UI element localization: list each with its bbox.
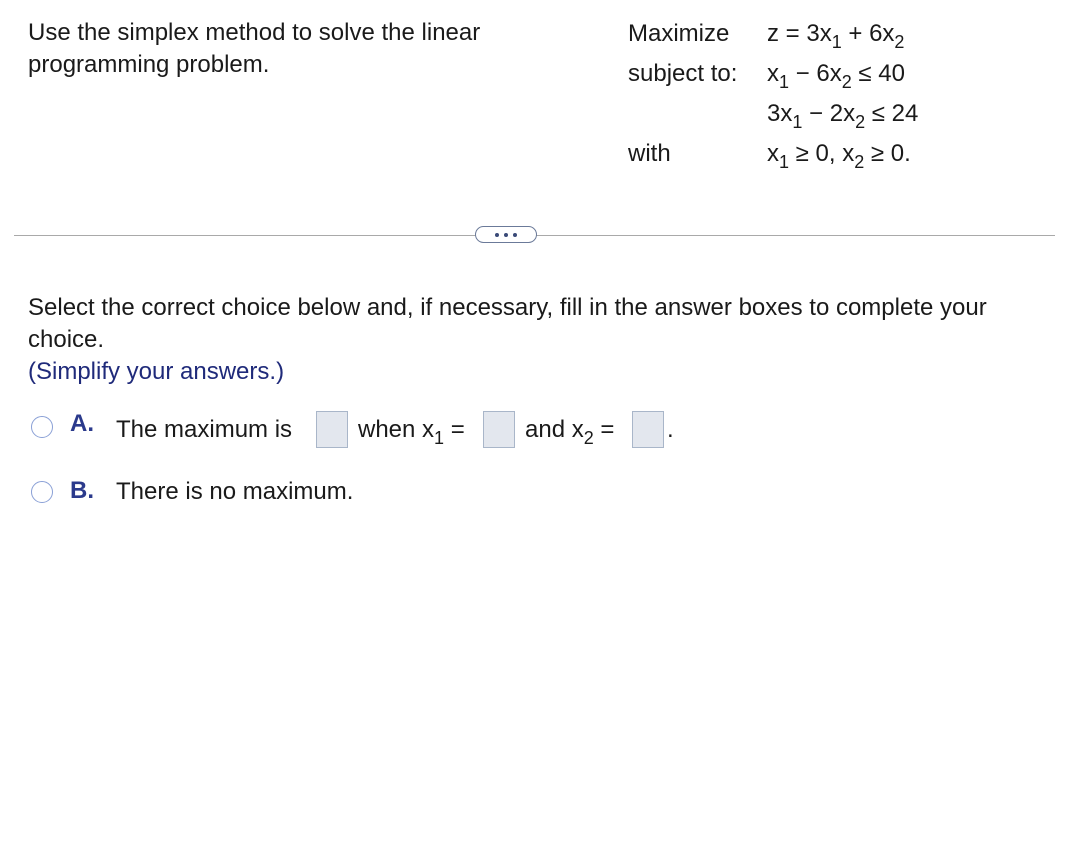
nonnegativity-constraint: $x_1 \ge 0$, $x_2 \ge 0$. (767, 140, 911, 172)
x1-value-input[interactable] (483, 411, 515, 448)
x2-value-input[interactable] (632, 411, 664, 448)
ellipsis-icon (495, 233, 499, 237)
choice-a-period: . (667, 416, 674, 443)
max-value-input[interactable] (316, 411, 348, 448)
choice-a-text-max: The maximum is (116, 416, 293, 443)
instructions: Select the correct choice below and, if necessary, fill in the answer boxes to complete your choice. (28, 294, 987, 353)
simplify-hint: (Simplify your answers.) (28, 358, 285, 385)
choice-b-text: There is no maximum. (116, 478, 354, 505)
ellipsis-icon (504, 233, 508, 237)
constraint-2: $3x_1 - 2x_2 \le 24$ (767, 100, 919, 132)
choice-a-letter: A. (70, 410, 94, 437)
choice-b-letter: B. (70, 477, 94, 504)
choice-a-radio[interactable] (31, 416, 53, 438)
with-label: with (628, 140, 671, 167)
maximize-label: Maximize (628, 20, 730, 47)
ellipsis-icon (513, 233, 517, 237)
objective-function: $z = 3x_1 + 6x_2$ (767, 20, 905, 52)
subject-to-label: subject to: (628, 60, 738, 87)
choice-a-text-x2: and $x_2$ = (525, 416, 615, 448)
question-prompt: Use the simplex method to solve the linear programming problem. (28, 19, 481, 78)
expand-more-button[interactable] (475, 226, 537, 243)
choice-b-radio[interactable] (31, 481, 53, 503)
constraint-1: $x_1 - 6x_2 \le 40$ (767, 60, 905, 92)
choice-a-text-x1: when $x_1$ = (358, 416, 465, 448)
